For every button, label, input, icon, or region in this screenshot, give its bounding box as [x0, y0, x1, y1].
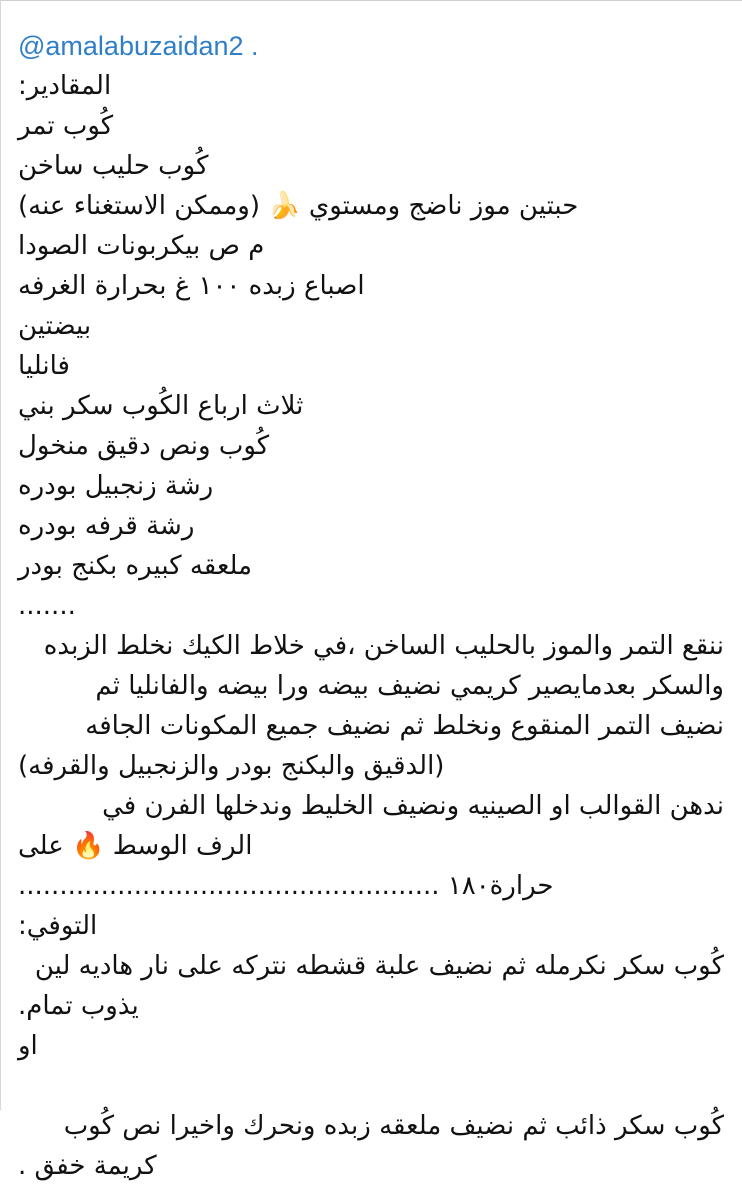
text-line: الرف الوسط 🔥 على	[18, 831, 253, 861]
text-line: فانليا	[18, 351, 70, 381]
text-line: يذوب تمام.	[18, 991, 139, 1021]
text-line: كُوب ونص دقيق منخول	[18, 431, 270, 461]
text-line: ثلاث ارباع الكُوب سكر بني	[18, 391, 304, 421]
text-line: ننقع التمر والموز بالحليب الساخن ،في خلاط الكيك نخلط الزبده	[43, 631, 724, 661]
text-line: كُوب تمر	[18, 111, 114, 141]
text-line: نضيف التمر المنقوع ونخلط ثم نضيف جميع المكونات الجافه	[85, 711, 724, 741]
text-line: كُوب سكر ذائب ثم نضيف ملعقه زبده ونحرك واخيرا نص كُوب	[63, 1111, 724, 1141]
text-line: والسكر بعدمايصير كريمي نضيف بيضه ورا بيضه والفانليا ثم	[95, 671, 724, 701]
text-line: كُوب سكر نكرمله ثم نضيف علبة قشطه نتركه على نار هاديه لين	[34, 951, 724, 981]
text-line: رشة زنجبيل بودره	[18, 471, 214, 501]
text-line: كُوب حليب ساخن	[18, 151, 209, 181]
text-line: اصباع زبده ١٠٠ غ بحرارة الغرفه	[18, 271, 365, 301]
text-line: حبتين موز ناضج ومستوي 🍌 (وممكن الاستغناء عنه)	[18, 191, 579, 221]
text-line: بيضتين	[18, 311, 92, 341]
text-line: .......	[18, 591, 76, 621]
text-line: (الدقيق والبكنج بودر والزنجبيل والقرفه)	[18, 751, 445, 781]
blank-line	[18, 1066, 724, 1106]
recipe-text	[18, 66, 724, 1186]
text-line: المقادير:	[18, 71, 112, 101]
text-line: حرارة١٨٠ ...................................................	[18, 871, 554, 901]
text-line: التوفي:	[18, 911, 98, 941]
text-line: ملعقه كبيره بكنج بودر	[18, 551, 253, 581]
text-line: ندهن القوالب او الصينيه ونضيف الخليط وندخلها الفرن في	[102, 791, 724, 821]
post-text	[18, 26, 724, 1186]
user-handle-link[interactable]: @amalabuzaidan2 .	[18, 31, 259, 61]
text-line: م ص بيكربونات الصودا	[18, 231, 265, 261]
top-divider	[0, 0, 742, 1]
left-divider	[0, 0, 1, 1110]
text-line: كريمة خفق .	[18, 1151, 157, 1181]
text-line: او	[18, 1031, 38, 1061]
text-line: رشة قرفه بودره	[18, 511, 195, 541]
